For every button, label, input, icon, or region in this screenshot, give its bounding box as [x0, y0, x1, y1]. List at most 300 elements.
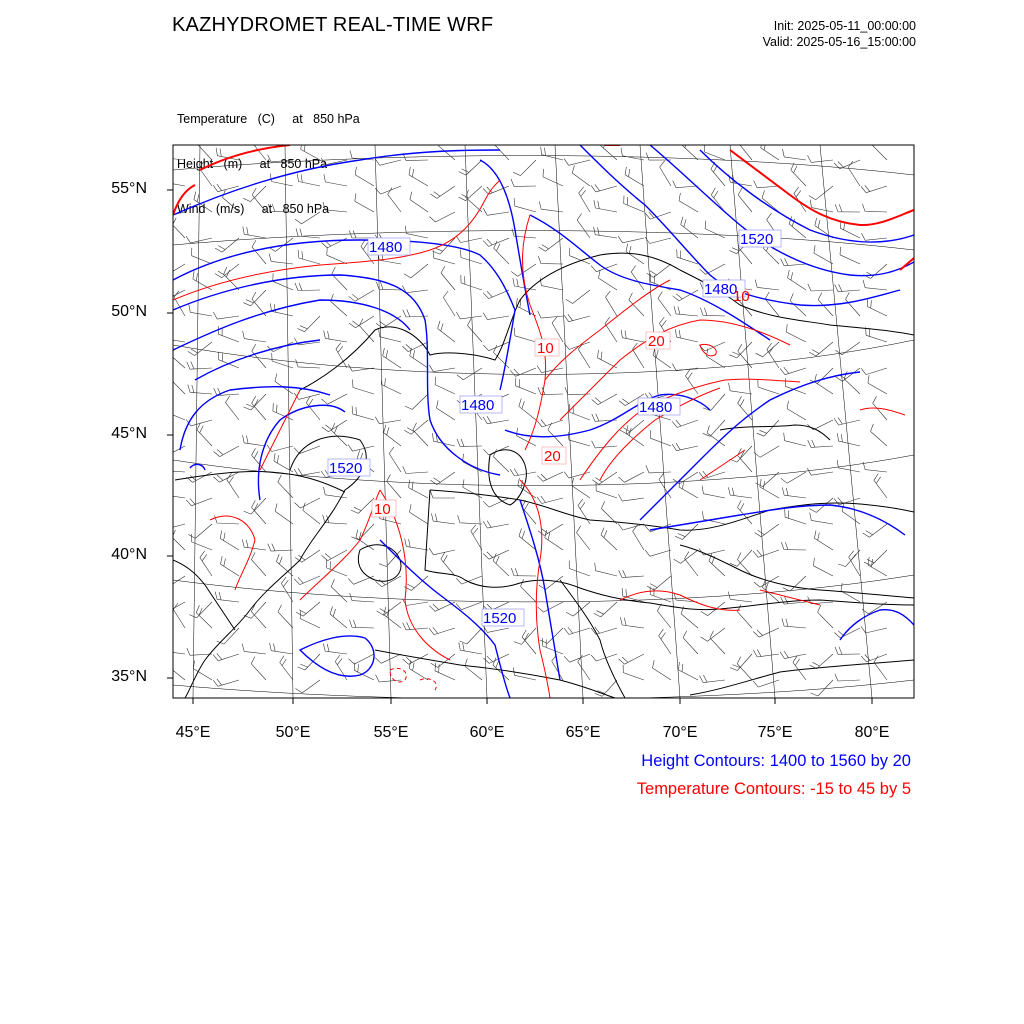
- wind-barb: [675, 524, 698, 540]
- wind-barb: [541, 147, 563, 160]
- wind-barb: [483, 208, 509, 215]
- wind-barb: [729, 174, 752, 186]
- wind-barb: [295, 498, 321, 508]
- wind-barb: [538, 602, 564, 612]
- wind-barb: [519, 399, 536, 420]
- wind-barb: [405, 394, 428, 409]
- wind-barb: [353, 380, 375, 395]
- map-title: KAZHYDROMET REAL-TIME WRF: [172, 14, 494, 36]
- wind-barb: [540, 278, 563, 290]
- lat-label: 55°N: [111, 180, 147, 197]
- wind-barb: [564, 627, 590, 635]
- wind-barb: [160, 446, 185, 456]
- height-label: 1520: [329, 460, 363, 477]
- wind-barb: [375, 159, 401, 166]
- wind-barb: [538, 311, 563, 318]
- wind-barb: [403, 466, 428, 473]
- wind-barb: [683, 631, 698, 654]
- wind-barb: [522, 630, 536, 654]
- wind-barb: [296, 602, 320, 616]
- wind-barb: [298, 250, 320, 264]
- height-label: 1480: [704, 281, 738, 298]
- wind-barb: [868, 557, 887, 576]
- wind-barb: [196, 605, 212, 628]
- wind-barb: [577, 214, 590, 239]
- wind-barb: [188, 385, 212, 394]
- wind-barb: [174, 291, 185, 316]
- wind-barb: [861, 185, 887, 192]
- wind-barb: [359, 319, 374, 343]
- wind-barb: [192, 248, 212, 264]
- wind-barb: [570, 404, 591, 420]
- wind-barb: [430, 212, 456, 222]
- wind-barb: [711, 162, 725, 186]
- wind-barb: [270, 174, 293, 186]
- wind-barb: [659, 629, 671, 654]
- wind-barb: [483, 416, 509, 424]
- wind-barb: [443, 291, 455, 316]
- field-height: Height (m) at 850 hPa: [177, 157, 328, 171]
- wind-barb: [404, 420, 428, 434]
- wind-barb: [788, 270, 806, 290]
- wind-barb: [570, 248, 590, 264]
- wind-barb: [703, 420, 725, 436]
- coastlines-borders: [173, 253, 914, 698]
- wind-barb: [874, 656, 887, 680]
- wind-barb: [711, 188, 725, 212]
- wind-barb: [578, 499, 590, 524]
- wind-barb: [332, 267, 347, 290]
- wind-barb: [538, 256, 563, 264]
- wind-barb: [564, 159, 590, 166]
- wind-barb: [548, 423, 563, 446]
- wind-barb: [187, 362, 212, 370]
- wind-barb: [537, 472, 563, 481]
- wind-barb: [244, 498, 266, 514]
- wind-barb: [323, 515, 347, 524]
- wind-barb: [874, 474, 887, 498]
- height-contour-legend: Height Contours: 1400 to 1560 by 20: [641, 752, 911, 770]
- wind-barb: [431, 513, 455, 524]
- wind-barb: [296, 228, 320, 238]
- wind-barb: [297, 316, 320, 332]
- wind-barb: [215, 592, 239, 602]
- wind-barb: [809, 186, 833, 200]
- lat-label: 40°N: [111, 546, 147, 563]
- wind-barb: [244, 394, 267, 410]
- wind-barb: [868, 375, 887, 394]
- wind-barb: [592, 394, 617, 405]
- wind-barb: [483, 550, 509, 559]
- wind-barb: [168, 659, 185, 681]
- wind-barb: [737, 605, 752, 629]
- wind-barb: [633, 525, 644, 550]
- wind-barb: [493, 449, 509, 472]
- wind-barb: [675, 329, 698, 342]
- wind-barb: [213, 653, 239, 660]
- wind-barb: [252, 188, 266, 212]
- temperature-label: 20: [544, 448, 561, 465]
- wind-barb: [243, 186, 266, 202]
- wind-barb: [808, 155, 834, 162]
- wind-barb: [410, 348, 428, 368]
- wind-barb: [578, 655, 590, 680]
- wind-barb: [757, 420, 779, 436]
- wind-barb: [189, 602, 212, 618]
- wind-barb: [705, 221, 725, 238]
- wind-barb: [243, 227, 266, 239]
- wind-barb: [624, 196, 644, 213]
- temperature-contour-legend: Temperature Contours: -15 to 45 by 5: [636, 780, 911, 798]
- wind-barb: [681, 217, 698, 238]
- temperature-label: 20: [648, 333, 665, 350]
- wind-barb: [511, 179, 536, 186]
- wind-barb: [700, 675, 726, 683]
- wind-barb: [294, 576, 320, 585]
- lon-label: 80°E: [854, 724, 890, 741]
- wind-barb: [846, 292, 861, 316]
- wind-barb: [862, 233, 888, 240]
- wind-barb: [349, 231, 374, 239]
- wind-barb: [296, 680, 321, 693]
- wind-barb: [840, 247, 860, 264]
- temperature-label: 10: [374, 501, 391, 518]
- wind-barb: [252, 500, 267, 524]
- wind-barb: [863, 280, 887, 290]
- wind-barb: [539, 201, 563, 212]
- temperature-label: 10: [537, 340, 554, 357]
- wind-barb: [483, 521, 509, 529]
- wind-barb: [569, 561, 590, 577]
- wind-barb: [810, 368, 833, 383]
- wind-barb: [591, 184, 617, 192]
- wind-barb: [729, 383, 753, 394]
- wind-barb: [217, 628, 239, 644]
- wind-barb: [552, 317, 563, 342]
- wind-barb: [323, 644, 347, 655]
- wind-barb: [738, 136, 752, 160]
- wind-barb: [514, 198, 536, 212]
- wind-barb: [543, 169, 563, 186]
- wind-barb: [835, 647, 860, 655]
- wind-barb: [435, 663, 455, 680]
- wind-barb: [699, 549, 725, 556]
- wind-barb: [276, 554, 293, 576]
- wind-barb: [459, 186, 483, 201]
- wind-barb: [629, 293, 644, 316]
- field-temperature: Temperature (C) at 850 hPa: [177, 112, 360, 126]
- wind-barb: [220, 531, 239, 550]
- wind-barb: [767, 343, 779, 368]
- wind-barb: [252, 292, 266, 316]
- wind-barb: [578, 343, 590, 368]
- wind-barb: [494, 137, 509, 160]
- wind-barb: [572, 165, 590, 186]
- wind-barb: [336, 343, 347, 368]
- wind-barb: [459, 642, 482, 654]
- wind-barb: [564, 314, 590, 322]
- wind-barb: [834, 417, 860, 425]
- wind-barb: [223, 190, 240, 212]
- wind-barb: [814, 530, 833, 550]
- wind-barb: [438, 138, 455, 160]
- wind-barb: [537, 496, 563, 504]
- wind-barb: [809, 342, 833, 356]
- wind-barb: [438, 321, 455, 342]
- wind-barb: [510, 368, 536, 376]
- wind-barb: [753, 680, 779, 687]
- wind-barb: [227, 473, 239, 498]
- wind-barb: [787, 401, 806, 420]
- wind-barb: [702, 486, 725, 498]
- wind-barb: [252, 344, 266, 368]
- wind-barb: [348, 445, 374, 452]
- height-label: 1520: [483, 610, 517, 627]
- wind-barb: [867, 299, 887, 317]
- wind-barb: [251, 552, 266, 576]
- wind-barb: [197, 137, 212, 160]
- wind-barb: [606, 291, 618, 316]
- wind-barb: [275, 374, 293, 394]
- wind-barb: [169, 527, 185, 550]
- wind-barb: [510, 469, 536, 477]
- wind-barb: [252, 240, 266, 264]
- wind-barb: [753, 628, 779, 637]
- wind-barb: [251, 657, 266, 680]
- wind-barb: [456, 312, 482, 319]
- wind-barb: [348, 364, 374, 371]
- wind-barb: [782, 487, 806, 498]
- wind-barb: [349, 620, 374, 628]
- wind-barb: [834, 628, 860, 638]
- wind-barb: [306, 396, 320, 420]
- lon-label: 70°E: [662, 724, 698, 741]
- wind-barb: [594, 200, 617, 212]
- wind-barb: [404, 264, 428, 278]
- wind-barb: [594, 227, 617, 238]
- wind-barb: [242, 644, 266, 654]
- wind-barb: [160, 264, 185, 275]
- wind-barb: [594, 602, 617, 617]
- wind-barb: [483, 238, 509, 246]
- wind-barb: [619, 472, 645, 482]
- height-label: 1480: [369, 239, 403, 256]
- wind-barb: [327, 560, 348, 576]
- wind-barb: [785, 509, 806, 524]
- wind-barb: [646, 153, 671, 161]
- wind-barb: [658, 292, 671, 317]
- wind-barb: [268, 204, 293, 212]
- wind-barb: [214, 446, 239, 457]
- wind-barb: [864, 550, 887, 566]
- wind-barb: [620, 617, 644, 628]
- wind-barb: [188, 342, 212, 356]
- wind-barb: [170, 371, 185, 394]
- wind-barb: [601, 528, 617, 550]
- wind-barb: [572, 478, 590, 498]
- wind-barb: [352, 406, 374, 420]
- wind-barb: [579, 187, 590, 212]
- wind-barb: [738, 396, 752, 420]
- wind-barb: [437, 400, 456, 420]
- wind-barb: [197, 423, 212, 446]
- wind-barb: [186, 498, 212, 506]
- wind-barb: [252, 396, 266, 420]
- wind-barb: [645, 550, 671, 556]
- wind-barb: [270, 643, 293, 654]
- height-label: 1480: [461, 397, 495, 414]
- wind-barb: [837, 433, 860, 446]
- lon-label: 50°E: [275, 724, 311, 741]
- wind-barb: [871, 424, 888, 446]
- wind-barb: [623, 665, 644, 680]
- lat-label: 45°N: [111, 425, 147, 442]
- wind-barb: [701, 628, 725, 641]
- wind-barb: [538, 387, 563, 395]
- wind-barb: [838, 550, 860, 567]
- wind-barb: [458, 515, 482, 524]
- wind-barb: [456, 236, 482, 243]
- wind-barb: [298, 654, 321, 670]
- wind-barb: [494, 241, 509, 264]
- wind-barb: [330, 606, 347, 628]
- wind-barb: [862, 204, 887, 212]
- wind-barb: [595, 563, 617, 576]
- wind-barb: [213, 312, 239, 319]
- wind-barb: [295, 212, 320, 224]
- wind-barb: [493, 553, 509, 576]
- wind-barb: [672, 420, 698, 427]
- wind-barb: [807, 420, 833, 430]
- wind-barb: [754, 446, 779, 457]
- wind-barb: [783, 149, 807, 160]
- wind-barb: [323, 202, 347, 212]
- wind-barb: [511, 568, 536, 576]
- wind-barb: [483, 654, 509, 663]
- wind-barb: [402, 286, 428, 293]
- wind-barb: [601, 138, 618, 160]
- wind-barb: [519, 529, 536, 551]
- wind-barb: [810, 513, 833, 525]
- wind-barb: [297, 174, 320, 186]
- wind-barb: [709, 554, 725, 576]
- wind-barb: [332, 423, 348, 446]
- wind-barb: [409, 661, 428, 680]
- wind-barb: [660, 161, 671, 186]
- wind-barb: [159, 522, 185, 530]
- wind-barb: [808, 284, 833, 291]
- wind-barb: [375, 186, 401, 194]
- lon-label: 55°E: [373, 724, 409, 741]
- wind-barb: [387, 474, 401, 498]
- wind-barb: [863, 462, 887, 472]
- wind-barb: [679, 662, 699, 680]
- wind-barb: [331, 579, 347, 602]
- wind-barb: [388, 188, 401, 212]
- wind-barb: [409, 480, 428, 498]
- wind-barb: [818, 605, 833, 628]
- wind-barb: [621, 330, 644, 342]
- wind-barb: [468, 318, 483, 342]
- wind-barb: [592, 472, 617, 484]
- lon-label: 60°E: [469, 724, 505, 741]
- wind-barb: [682, 138, 698, 160]
- wind-barb: [429, 365, 455, 372]
- wind-barb: [355, 193, 374, 212]
- wind-barb: [381, 377, 401, 395]
- wind-barb: [618, 236, 644, 243]
- wind-barb: [189, 305, 212, 317]
- wind-barb: [564, 654, 590, 662]
- lon-label: 45°E: [175, 724, 211, 741]
- wind-barb: [808, 440, 833, 448]
- wind-barb: [351, 524, 374, 540]
- wind-barb: [294, 468, 320, 476]
- wind-barb: [321, 238, 347, 248]
- wind-barb: [461, 275, 482, 290]
- height-label: 1480: [639, 399, 673, 416]
- wind-barb: [200, 551, 212, 576]
- wind-barb: [728, 592, 752, 602]
- wind-barb: [376, 675, 401, 682]
- wind-barb: [268, 155, 293, 162]
- wind-barb: [595, 680, 617, 696]
- wind-barb: [409, 167, 428, 186]
- wind-barb: [441, 552, 455, 576]
- wind-barb: [303, 503, 320, 524]
- wind-barb: [331, 294, 347, 316]
- wind-barb: [268, 544, 293, 552]
- wind-barb: [863, 524, 887, 537]
- wind-barb: [221, 556, 240, 576]
- lon-label: 75°E: [757, 724, 793, 741]
- wind-barb: [243, 435, 267, 446]
- wind-barb: [545, 530, 563, 550]
- wind-barb: [706, 349, 725, 369]
- wind-barb: [483, 290, 509, 299]
- wind-barb: [631, 266, 644, 291]
- wind-barb: [349, 290, 374, 301]
- wind-barb: [647, 576, 671, 590]
- temperature-label: 10: [733, 288, 750, 305]
- wind-barb: [243, 331, 266, 342]
- wind-barb: [384, 425, 401, 446]
- wind-barb: [861, 368, 887, 375]
- wind-barb: [730, 446, 752, 462]
- wind-barb: [516, 378, 536, 394]
- wind-barb: [159, 209, 185, 217]
- wind-barb: [322, 420, 347, 432]
- wind-barb: [169, 346, 186, 368]
- wind-barb: [278, 605, 293, 628]
- wind-barb: [456, 602, 482, 610]
- wind-barb: [753, 550, 779, 557]
- wind-barb: [294, 446, 320, 454]
- wind-barb: [780, 651, 806, 659]
- wind-barb: [435, 377, 455, 394]
- wind-barb: [405, 539, 428, 550]
- wind-barb: [273, 273, 293, 290]
- wind-barb: [457, 439, 482, 447]
- wind-barb: [645, 237, 671, 244]
- wind-barb: [355, 167, 374, 186]
- wind-barb: [762, 190, 779, 212]
- wind-barb: [781, 542, 806, 550]
- wind-barb: [269, 254, 293, 264]
- wind-barb: [848, 161, 860, 186]
- wind-barb: [430, 186, 455, 198]
- init-time: Init: 2025-05-11_00:00:00: [773, 19, 916, 33]
